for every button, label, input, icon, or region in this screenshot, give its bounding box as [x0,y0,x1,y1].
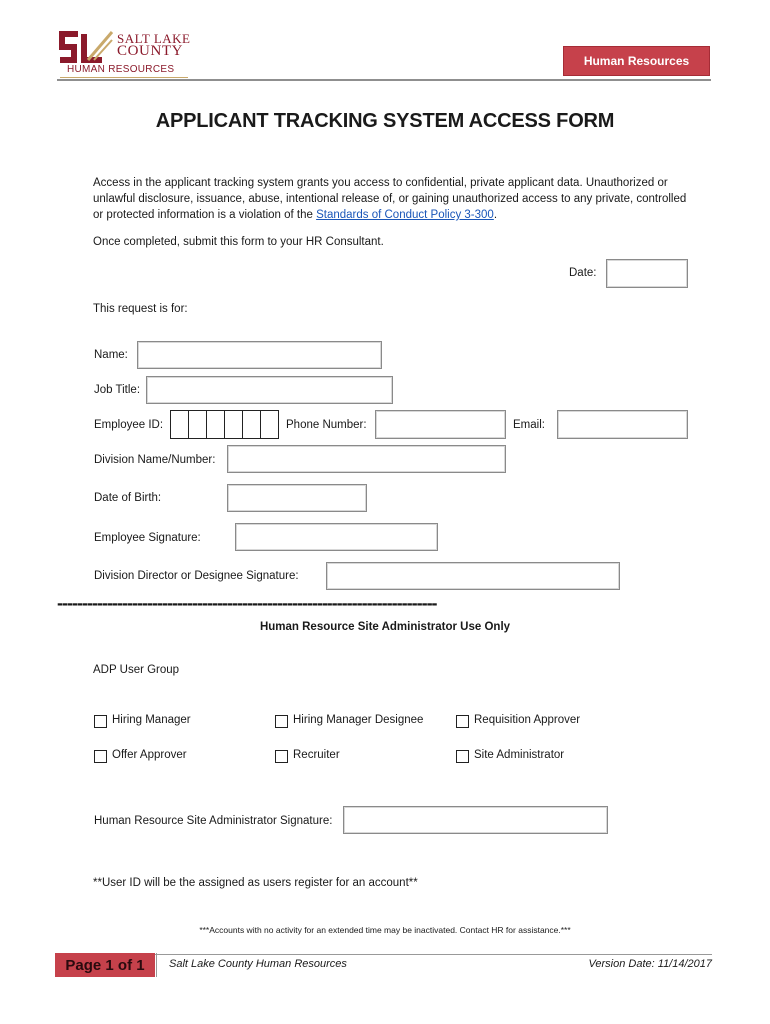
request-label: This request is for: [93,303,188,315]
date-field[interactable] [606,259,688,288]
requisition-approver-checkbox[interactable] [456,715,469,728]
job-title-label: Job Title: [94,384,141,396]
footer-organization: Salt Lake County Human Resources [169,958,347,970]
date-label: Date: [569,267,597,279]
hiring-manager-designee-label: Hiring Manager Designee [293,714,424,726]
employee-id-digit[interactable] [242,410,261,439]
human-resources-button[interactable]: Human Resources [563,46,710,76]
hiring-manager-checkbox[interactable] [94,715,107,728]
division-field[interactable] [227,445,506,473]
requisition-approver-label: Requisition Approver [474,714,581,726]
email-field[interactable] [557,410,688,439]
phone-field[interactable] [375,410,506,439]
recruiter-label: Recruiter [293,749,340,761]
footer-version-date: Version Date: 11/14/2017 [588,958,712,970]
salt-lake-county-logo-mark [58,30,114,64]
employee-id-digit[interactable] [260,410,279,439]
dob-field[interactable] [227,484,367,512]
section-separator: ---------------------------------------------------------------------------- [57,598,437,608]
intro-paragraph: Access in the applicant tracking system grants you access to confidential, private applicant data. Unauthorized or unlawful disclosure, issuance, abuse, intentional release of, or gaining unauthorized access to any private, controlled or protected information is a violation of the Standards of Conduct Policy 3-300. [93,177,687,221]
employee-id-digit[interactable] [206,410,225,439]
employee-id-digit[interactable] [170,410,189,439]
header-divider [57,79,711,81]
logo-county-name: SALT LAKE COUNTY [117,31,191,59]
inactivity-note: ***Accounts with no activity for an extended time may be inactivated. Contact HR for assistance.*** [199,925,571,935]
director-signature-field[interactable] [326,562,620,590]
page-number-badge: Page 1 of 1 [55,953,155,977]
admin-signature-field[interactable] [343,806,608,834]
footer-separator [156,953,157,977]
dob-label: Date of Birth: [94,492,162,504]
user-group-label: ADP User Group [93,664,180,676]
name-field[interactable] [137,341,382,369]
conduct-policy-link[interactable]: Standards of Conduct Policy 3-300 [316,209,494,221]
offer-approver-checkbox[interactable] [94,750,107,763]
phone-label: Phone Number: [286,419,367,431]
submit-instructions: Once completed, submit this form to your HR Consultant. [93,236,384,248]
logo-department-name: HUMAN RESOURCES [67,64,175,75]
name-label: Name: [94,349,128,361]
director-signature-label: Division Director or Designee Signature: [94,570,299,582]
form-title: APPLICANT TRACKING SYSTEM ACCESS FORM [155,110,615,132]
logo-divider [60,77,188,78]
hiring-manager-label: Hiring Manager [112,714,191,726]
employee-id-digit[interactable] [224,410,243,439]
employee-id-label: Employee ID: [94,419,164,431]
admin-signature-label: Human Resource Site Administrator Signature: [94,815,333,827]
employee-signature-field[interactable] [235,523,438,551]
site-administrator-label: Site Administrator [474,749,565,761]
division-label: Division Name/Number: [94,454,216,466]
offer-approver-label: Offer Approver [112,749,187,761]
employee-id-digit[interactable] [188,410,207,439]
site-administrator-checkbox[interactable] [456,750,469,763]
user-id-note: **User ID will be the assigned as users register for an account** [93,877,418,889]
job-title-field[interactable] [146,376,393,404]
recruiter-checkbox[interactable] [275,750,288,763]
admin-section-title: Human Resource Site Administrator Use Only [259,621,511,633]
hiring-manager-designee-checkbox[interactable] [275,715,288,728]
email-label: Email: [513,419,545,431]
employee-signature-label: Employee Signature: [94,532,201,544]
